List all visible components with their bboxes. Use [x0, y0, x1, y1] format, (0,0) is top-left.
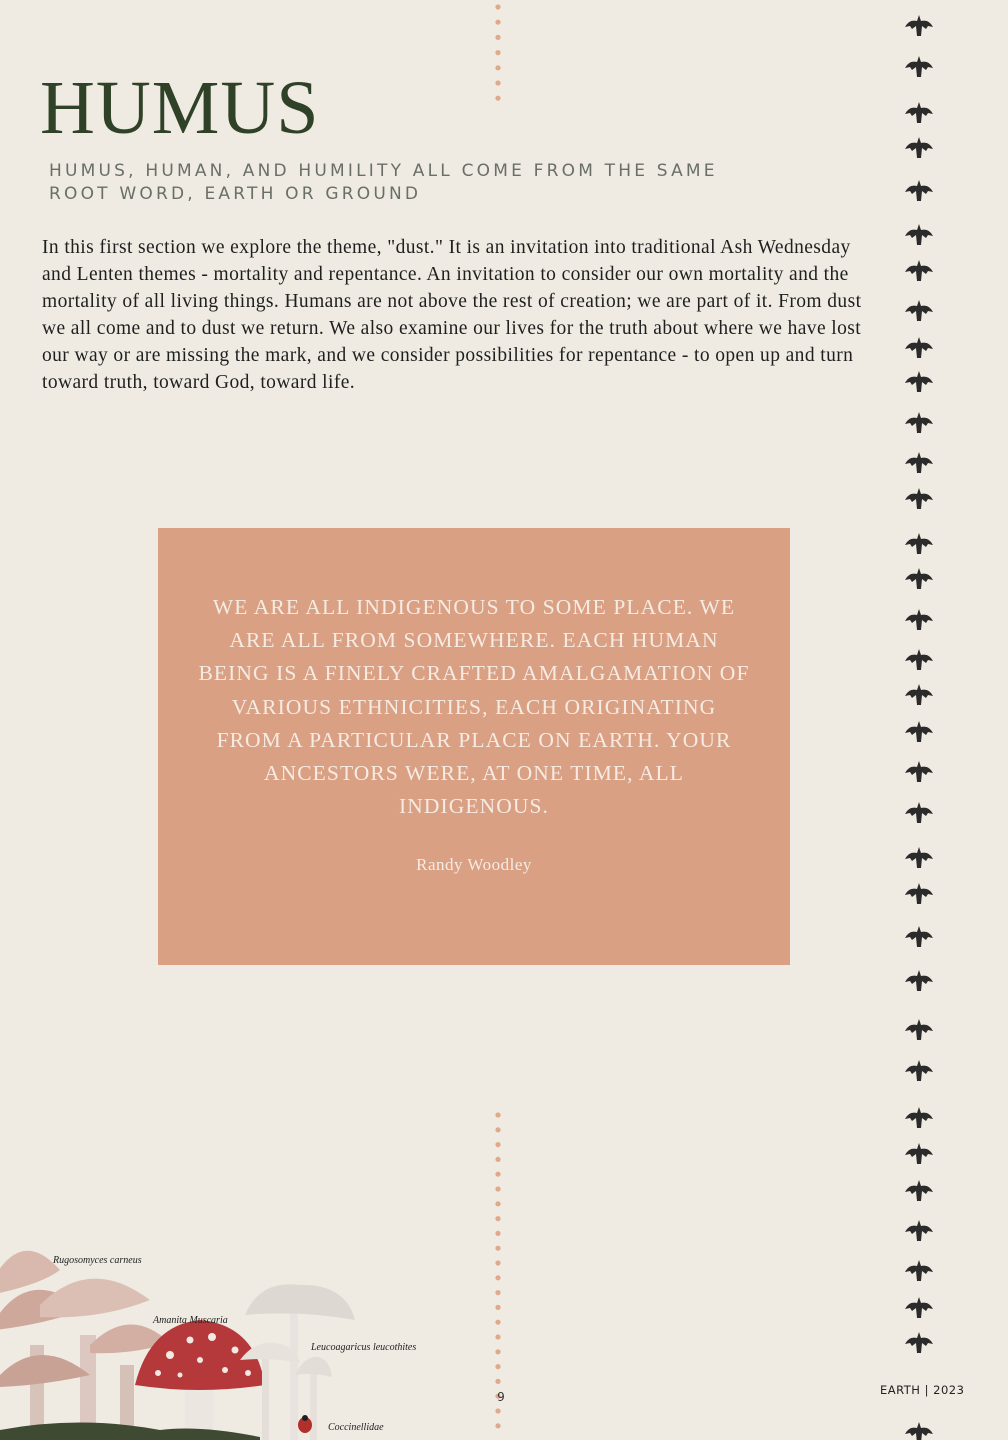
bird-silhouette-icon	[905, 1332, 933, 1353]
label-rugosomyces: Rugosomyces carneus	[53, 1255, 142, 1266]
quote-author: Randy Woodley	[416, 855, 532, 874]
quote-box	[158, 528, 790, 965]
divider-dot	[495, 1349, 500, 1354]
bird-silhouette-icon	[905, 847, 933, 868]
bird-silhouette-icon	[905, 609, 933, 630]
bird-silhouette-icon	[905, 533, 933, 554]
divider-dot	[495, 1423, 500, 1428]
bird-silhouette-icon	[905, 56, 933, 77]
divider-dot	[495, 80, 500, 85]
intro-paragraph: In this first section we explore the theme, "dust." It is an invitation into traditional Ash Wednesday and Lenten themes - mortality and repentance. An invitation to consider our own mortality and the mortality of all living things. Humans are not above the rest of creation; we are part of it. From dust we all come and to dust we return. We also examine our lives for the truth about where we have lost our way or are missing the mark, and we consider possibilities for repentance - to open up and turn toward truth, toward God, toward life.	[42, 237, 862, 393]
bird-silhouette-icon	[905, 488, 933, 509]
divider-dot	[495, 1186, 500, 1191]
divider-dot	[495, 35, 500, 40]
footer-label: EARTH | 2023	[880, 1383, 965, 1397]
divider-dot	[495, 1364, 500, 1369]
bird-silhouette-icon	[905, 649, 933, 670]
divider-dot	[495, 20, 500, 25]
divider-dot	[495, 1201, 500, 1206]
bird-silhouette-icon	[905, 802, 933, 823]
divider-dot	[495, 1142, 500, 1147]
bird-silhouette-icon	[905, 260, 933, 281]
bird-silhouette-icon	[905, 684, 933, 705]
divider-dot	[495, 65, 500, 70]
divider-dot	[495, 50, 500, 55]
bird-silhouette-icon	[905, 452, 933, 473]
label-leucoagaricus: Leucoagaricus leucothites	[311, 1342, 417, 1353]
divider-dot	[495, 1290, 500, 1295]
divider-dot	[495, 1127, 500, 1132]
bird-silhouette-icon	[905, 761, 933, 782]
divider-dot	[495, 1408, 500, 1413]
divider-dot	[495, 1320, 500, 1325]
bird-silhouette-icon	[905, 1422, 933, 1440]
bird-silhouette-icon	[905, 15, 933, 36]
divider-dot	[495, 1112, 500, 1117]
divider-dot	[495, 1260, 500, 1265]
bird-silhouette-icon	[905, 1180, 933, 1201]
bird-silhouette-icon	[905, 412, 933, 433]
divider-dot	[495, 1172, 500, 1177]
bird-silhouette-icon	[905, 1107, 933, 1128]
divider-dot	[495, 96, 500, 101]
divider-dot	[495, 1231, 500, 1236]
bird-silhouette-icon	[905, 224, 933, 245]
divider-dot	[495, 1246, 500, 1251]
quote-text: WE ARE ALL INDIGENOUS TO SOME PLACE. WE ARE ALL FROM SOMEWHERE. EACH HUMAN BEING IS A FINELY CRAFTED AMALGAMATION OF VARIOUS ETHNICITIES, EACH ORIGINATING FROM A PARTICULAR PLACE ON EARTH. YOUR ANCESTORS WERE, AT ONE TIME, ALL INDIGENOUS.	[198, 595, 750, 819]
label-amanita: Amanita Muscaria	[153, 1315, 228, 1326]
bird-silhouette-icon	[905, 1060, 933, 1081]
bird-silhouette-icon	[905, 337, 933, 358]
bird-silhouette-icon	[905, 300, 933, 321]
page-number: 9	[497, 1390, 505, 1404]
bird-silhouette-icon	[905, 883, 933, 904]
bird-silhouette-icon	[905, 926, 933, 947]
bird-pattern-column	[904, 0, 938, 1440]
bird-silhouette-icon	[905, 371, 933, 392]
divider-dot	[495, 1216, 500, 1221]
divider-dot	[495, 1275, 500, 1280]
dotted-divider-top	[495, 2, 501, 102]
bird-silhouette-icon	[905, 102, 933, 123]
pink-mushroom-cluster	[0, 1251, 170, 1440]
divider-dot	[495, 1334, 500, 1339]
bird-silhouette-icon	[905, 970, 933, 991]
label-coccinellidae: Coccinellidae	[328, 1422, 384, 1433]
bird-silhouette-icon	[905, 137, 933, 158]
divider-dot	[495, 1379, 500, 1384]
divider-dot	[495, 4, 500, 9]
bird-silhouette-icon	[905, 1260, 933, 1281]
bird-silhouette-icon	[905, 721, 933, 742]
ladybug	[298, 1415, 312, 1433]
bird-silhouette-icon	[905, 1019, 933, 1040]
page-subtitle: HUMUS, HUMAN, AND HUMILITY ALL COME FROM THE SAME ROOT WORD, EARTH OR GROUND	[49, 161, 718, 204]
divider-dot	[495, 1157, 500, 1162]
bird-silhouette-icon	[905, 568, 933, 589]
divider-dot	[495, 1305, 500, 1310]
bird-silhouette-icon	[905, 1297, 933, 1318]
bird-silhouette-icon	[905, 180, 933, 201]
bird-silhouette-icon	[905, 1143, 933, 1164]
page-title: HUMUS	[40, 66, 320, 150]
bird-silhouette-icon	[905, 1220, 933, 1241]
